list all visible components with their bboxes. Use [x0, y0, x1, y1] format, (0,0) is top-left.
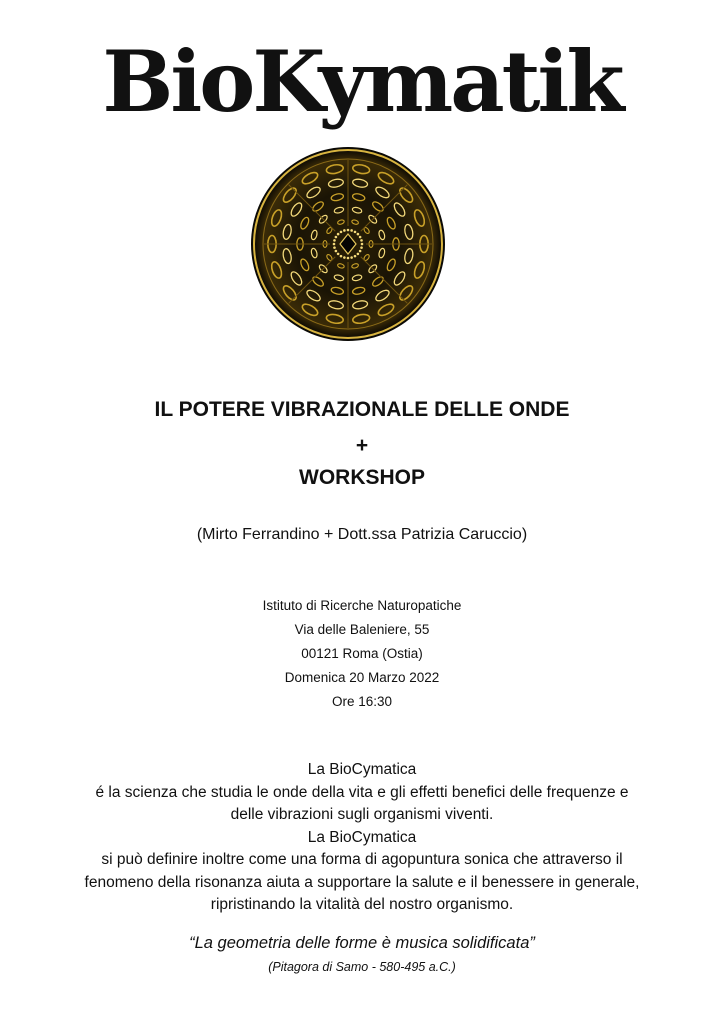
- description-line: si può definire inoltre come una forma di agopuntura sonica che attraverso il: [101, 851, 623, 868]
- plus-sign: +: [355, 434, 369, 457]
- emblem-dot: [347, 257, 350, 260]
- emblem-dot: [340, 255, 343, 258]
- cymatics-emblem-graphic: [250, 146, 446, 342]
- emblem-dot: [350, 256, 353, 259]
- brand-title: BioKymatik: [102, 32, 622, 131]
- cymatics-emblem: [250, 146, 446, 342]
- emblem-dot: [333, 246, 336, 249]
- emblem-dot: [357, 233, 360, 236]
- emblem-dot: [357, 253, 360, 256]
- emblem-dot: [343, 256, 346, 259]
- emblem-dot: [333, 239, 336, 242]
- emblem-dot: [354, 255, 357, 258]
- description-line: fenomeno della risonanza aiuta a supportare la salute e il benessere in generale,: [84, 873, 640, 891]
- quote-source: (Pitagora di Samo - 580-495 a.C.): [268, 960, 456, 974]
- workshop-label: WORKSHOP: [299, 466, 425, 489]
- description-line: La BioCymatica: [307, 761, 417, 778]
- emblem-dot: [337, 233, 340, 236]
- venue-block: [0, 594, 724, 714]
- event-title: IL POTERE VIBRAZIONALE DELLE ONDE: [154, 398, 570, 421]
- emblem-dot: [359, 250, 362, 253]
- description-block: [30, 759, 694, 917]
- description-line: ripristinando la vitalità del nostro organismo.: [210, 896, 514, 913]
- venue-street: Via delle Baleniere, 55: [294, 622, 430, 637]
- emblem-dot: [360, 239, 363, 242]
- emblem-dot: [354, 231, 357, 234]
- emblem-dot: [333, 243, 336, 246]
- quote-text: “La geometria delle forme è musica solidificata”: [189, 934, 535, 952]
- emblem-dot: [360, 246, 363, 249]
- emblem-dot: [340, 231, 343, 234]
- speakers-line: (Mirto Ferrandino + Dott.ssa Patrizia Caruccio): [196, 526, 528, 543]
- emblem-dot: [350, 229, 353, 232]
- emblem-dot: [359, 236, 362, 239]
- event-time: Ore 16:30: [331, 694, 393, 709]
- description-line: é la scienza che studia le onde della vita e gli effetti benefici delle frequenze e: [95, 783, 629, 801]
- description-line: La BioCymatica: [307, 828, 417, 846]
- venue-city: 00121 Roma (Ostia): [301, 646, 423, 661]
- emblem-dot: [335, 250, 338, 253]
- emblem-dot: [335, 236, 338, 239]
- emblem-dot: [343, 229, 346, 232]
- emblem-dot: [337, 253, 340, 256]
- venue-name: Istituto di Ricerche Naturopatiche: [262, 598, 462, 613]
- description-line: delle vibrazioni sugli organismi viventi.: [230, 806, 494, 823]
- event-date: Domenica 20 Marzo 2022: [284, 670, 440, 685]
- emblem-dot: [361, 243, 364, 246]
- emblem-dot: [347, 229, 350, 232]
